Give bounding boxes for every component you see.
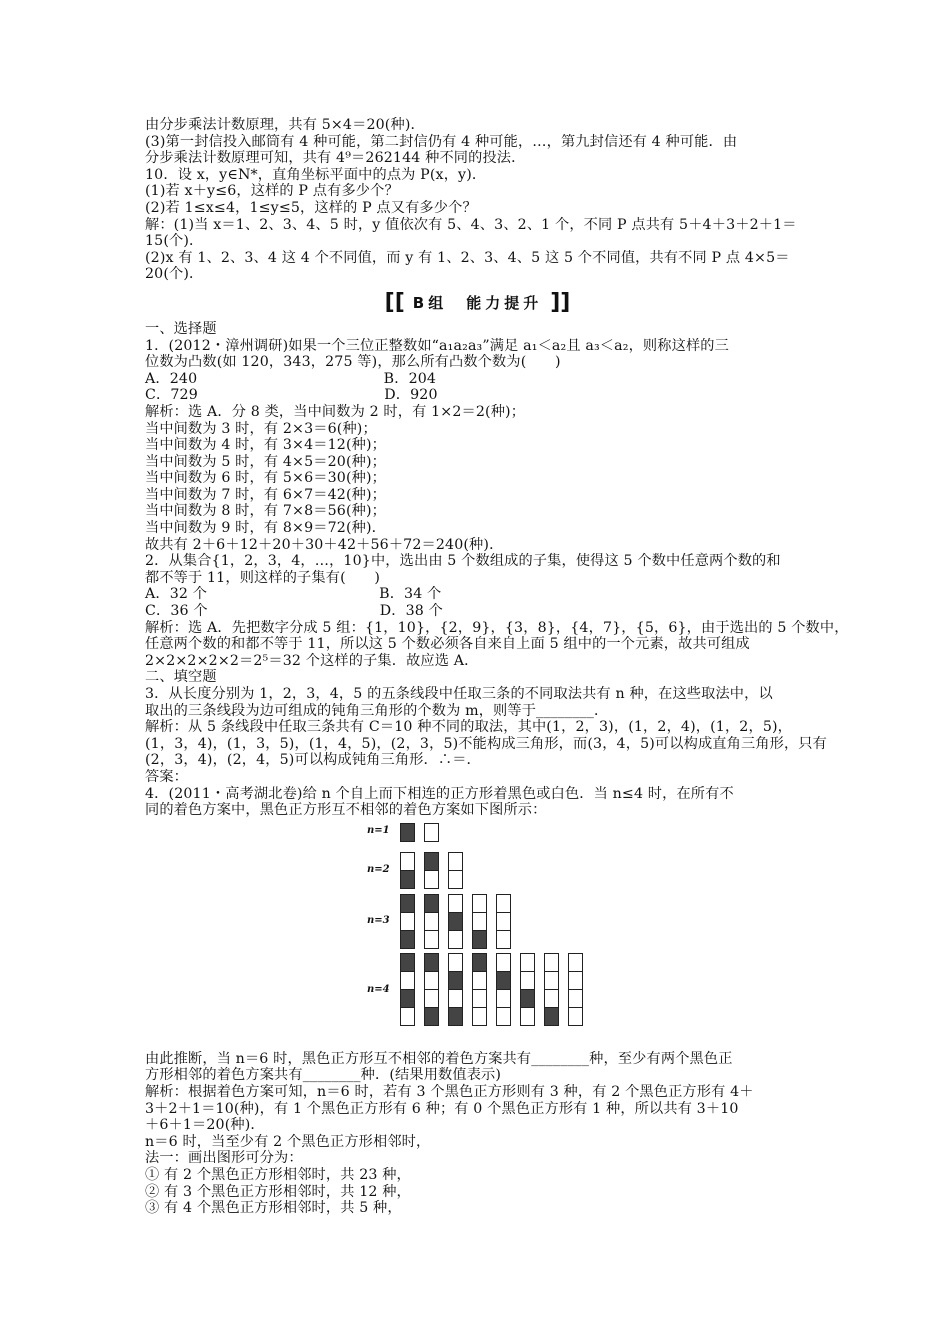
text-line: A．32 个 B．34 个 — [145, 586, 442, 603]
black-square — [400, 989, 415, 1008]
black-square — [472, 930, 487, 949]
coloring-figure — [145, 823, 810, 1045]
text-line: (1，3，4)，(1，3，5)，(1，4，5)，(2，3，5)不能构成三角形，而(3，4，5)可以构成直角三角形，只有 — [145, 735, 827, 752]
white-square — [568, 989, 583, 1008]
text-line: 当中间数为 4 时，有 3×4＝12(种)； — [145, 437, 386, 454]
white-square — [448, 953, 463, 972]
white-square — [424, 930, 439, 949]
black-square — [400, 953, 415, 972]
white-square — [496, 953, 511, 972]
text-line: ② 有 3 个黑色正方形相邻时，共 12 种， — [145, 1183, 411, 1200]
white-square — [448, 894, 463, 913]
white-square — [568, 1007, 583, 1026]
row-label: n=3 — [367, 915, 390, 927]
black-square — [448, 971, 463, 990]
white-square — [400, 912, 415, 931]
white-square — [424, 971, 439, 990]
black-square — [400, 930, 415, 949]
white-square — [496, 930, 511, 949]
text-line: 当中间数为 9 时，有 8×9＝72(种)． — [145, 520, 386, 537]
text-line: C．729 D．920 — [145, 387, 438, 404]
text-line: 当中间数为 6 时，有 5×6＝30(种)； — [145, 470, 386, 487]
white-square — [448, 930, 463, 949]
white-square — [472, 989, 487, 1008]
black-square — [400, 894, 415, 913]
heading-left-bracket: [[ — [384, 289, 405, 315]
white-square — [520, 1007, 535, 1026]
text-line: 当中间数为 3 时，有 2×3＝6(种)； — [145, 420, 377, 437]
white-square — [472, 894, 487, 913]
text-line: ③ 有 4 个黑色正方形相邻时，共 5 种， — [145, 1200, 402, 1217]
black-square — [400, 823, 415, 842]
white-square — [472, 971, 487, 990]
text-line: n＝6 时，当至少有 2 个黑色正方形相邻时， — [145, 1133, 431, 1150]
text-block-middle — [145, 320, 849, 819]
text-line: 解析：选 A．分 8 类，当中间数为 2 时，有 1×2＝2(种)； — [145, 403, 526, 420]
black-square — [424, 1007, 439, 1026]
white-square — [496, 894, 511, 913]
text-line: 二、填空题 — [145, 669, 217, 686]
text-line: 故共有 2＋6＋12＋20＋30＋42＋56＋72＝240(种)． — [145, 536, 504, 553]
text-line: 2×2×2×2×2＝2⁵＝32 个这样的子集．故应选 A． — [145, 652, 479, 669]
black-square — [544, 1007, 559, 1026]
white-square — [496, 1007, 511, 1026]
white-square — [448, 870, 463, 889]
text-line: 3．从长度分别为 1，2，3，4，5 的五条线段中任取三条的不同取法共有 n 种，在这些取法中，以 — [145, 686, 773, 702]
row-label: n=1 — [367, 825, 390, 837]
text-line: 位数为凸数(如 120，343，275 等)，那么所有凸数个数为( ) — [145, 354, 561, 371]
text-line: 当中间数为 5 时，有 4×5＝20(种)； — [145, 453, 386, 470]
text-line: 取出的三条线段为边可组成的钝角三角形的个数为 m，则等于________． — [145, 702, 609, 719]
heading-right-bracket: ]] — [550, 289, 571, 315]
text-line: 15(个)． — [145, 233, 204, 250]
row-label: n=2 — [367, 863, 390, 875]
heading-text: B组 能力提升 — [412, 294, 543, 313]
text-line: (3)第一封信投入邮筒有 4 种可能，第二封信仍有 4 种可能，…，第九封信还有 4 种可能．由 — [145, 133, 738, 150]
white-square — [544, 953, 559, 972]
text-line: 当中间数为 7 时，有 6×7＝42(种)； — [145, 486, 386, 503]
text-line: ＋6＋1＝20(种)． — [145, 1117, 265, 1134]
text-line: (1)若 x＋y≤6，这样的 P 点有多少个？ — [145, 183, 399, 200]
black-square — [520, 989, 535, 1008]
text-line: 一、选择题 — [145, 320, 217, 337]
black-square — [424, 852, 439, 871]
white-square — [400, 852, 415, 871]
black-square — [472, 953, 487, 972]
text-block-bottom — [145, 1051, 810, 1217]
text-line: 同的着色方案中，黑色正方形互不相邻的着色方案如下图所示： — [145, 802, 547, 819]
text-line: 解析：从 5 条线段中任取三条共有 C＝10 种不同的取法，其中(1，2，3)，(1，2，4)，(1，2，5)， — [145, 719, 793, 736]
text-block-top — [145, 117, 810, 283]
text-line: C．36 个 D．38 个 — [145, 603, 443, 620]
text-line: 当中间数为 8 时，有 7×8＝56(种)； — [145, 503, 386, 520]
text-line: 由此推断，当 n＝6 时，黑色正方形互不相邻的着色方案共有________种，至少有两个黑色正 — [145, 1050, 733, 1067]
text-line: 都不等于 11，则这样的子集有( ) — [145, 569, 381, 586]
text-line: 任意两个数的和都不等于 11，所以这 5 个数必须各自来自上面 5 组中的一个元素，故共可组成 — [145, 636, 750, 653]
black-square — [448, 912, 463, 931]
text-line: 10．设 x，y∈N*，直角坐标平面中的点为 P(x，y)． — [145, 166, 487, 183]
text-line: 分步乘法计数原理可知，共有 4⁹＝262144 种不同的投法． — [145, 150, 526, 167]
white-square — [568, 953, 583, 972]
text-line: 2．从集合{1，2，3，4，…，10}中，选出由 5 个数组成的子集，使得这 5 个数中任意两个数的和 — [145, 553, 781, 570]
text-line: 解析：选 A．先把数字分成 5 组：{1，10}，{2，9}，{3，8}，{4，7}，{5，6}，由于选出的 5 个数中， — [145, 619, 849, 636]
text-line: (2，3，4)，(2，4，5)可以构成钝角三角形．∴＝． — [145, 752, 481, 769]
white-square — [520, 971, 535, 990]
text-line: 3＋2＋1＝10(种)，有 1 个黑色正方形有 6 种；有 0 个黑色正方形有 1 种，所以共有 3＋10 — [145, 1100, 739, 1117]
text-line: 由分步乘法计数原理，共有 5×4＝20(种)． — [145, 117, 425, 133]
text-line: 答案： — [145, 768, 189, 785]
white-square — [544, 971, 559, 990]
text-line: 解：(1)当 x＝1、2、3、4、5 时，y 值依次有 5、4、3、2、1 个，不同 P 点共有 5＋4＋3＋2＋1＝ — [145, 216, 797, 233]
white-square — [472, 1007, 487, 1026]
text-line: (2)x 有 1、2、3、4 这 4 个不同值，而 y 有 1、2、3、4、5 这 5 个不同值，共有不同 P 点 4×5＝ — [145, 249, 790, 266]
white-square — [472, 912, 487, 931]
black-square — [424, 894, 439, 913]
text-line: 解析：根据着色方案可知，n＝6 时，若有 3 个黑色正方形则有 3 种，有 2 个黑色正方形有 4＋ — [145, 1083, 754, 1100]
white-square — [448, 852, 463, 871]
text-line: 4．(2011・高考湖北卷)给 n 个自上而下相连的正方形着黑色或白色．当 n≤4 时，在所有不 — [145, 785, 734, 802]
text-line: (2)若 1≤x≤4，1≤y≤5，这样的 P 点又有多少个？ — [145, 199, 477, 216]
white-square — [424, 823, 439, 842]
black-square — [424, 953, 439, 972]
white-square — [424, 989, 439, 1008]
text-line: 1．(2012・漳州调研)如果一个三位正整数如“a₁a₂a₃”满足 a₁＜a₂且 a₃＜a₂，则称这样的三 — [145, 337, 729, 354]
black-square — [496, 971, 511, 990]
white-square — [568, 971, 583, 990]
text-line: 方形相邻的着色方案共有________种．(结果用数值表示) — [145, 1067, 502, 1084]
white-square — [424, 870, 439, 889]
black-square — [400, 870, 415, 889]
white-square — [424, 912, 439, 931]
white-square — [448, 989, 463, 1008]
white-square — [496, 912, 511, 931]
text-line: ① 有 2 个黑色正方形相邻时，共 23 种， — [145, 1166, 411, 1183]
white-square — [400, 1007, 415, 1026]
row-label: n=4 — [367, 983, 390, 995]
white-square — [496, 989, 511, 1008]
white-square — [520, 953, 535, 972]
black-square — [448, 1007, 463, 1026]
document-page — [145, 117, 849, 1217]
white-square — [400, 971, 415, 990]
text-line: 20(个)． — [145, 266, 204, 283]
section-heading — [145, 286, 810, 320]
text-line: 法一：画出图形可分为： — [145, 1150, 303, 1167]
text-line: A．240 B．204 — [145, 370, 437, 387]
white-square — [544, 989, 559, 1008]
